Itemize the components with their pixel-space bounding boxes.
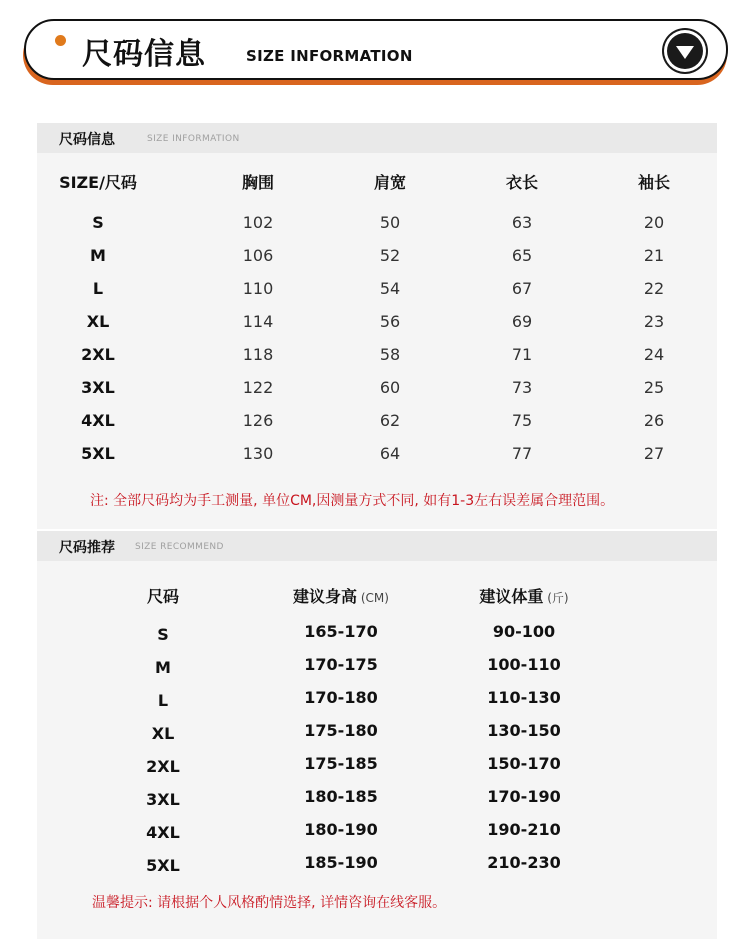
measurement-value: 106 <box>242 246 274 265</box>
size-label: L <box>157 691 169 710</box>
measurement-value: 102 <box>242 213 274 232</box>
expand-button[interactable] <box>667 33 703 69</box>
measurement-value: 56 <box>379 312 401 331</box>
recommend-value: 100-110 <box>487 655 561 674</box>
size-label: M <box>90 246 106 265</box>
measurement-value: 58 <box>379 345 401 364</box>
recommend-header <box>293 584 389 607</box>
measurement-value: 54 <box>379 279 401 298</box>
section-title: 尺码信息 <box>59 132 115 148</box>
section-title: 尺码推荐 <box>59 540 115 556</box>
size-info-header: 衣长 <box>505 173 539 192</box>
recommend-value: 190-210 <box>487 820 561 839</box>
size-label: L <box>92 279 104 298</box>
recommend-header <box>479 584 568 607</box>
banner-pill <box>24 19 728 80</box>
size-info-header: SIZE/尺码 <box>59 173 137 192</box>
recommend-value: 175-180 <box>304 721 378 740</box>
size-info-header: 袖长 <box>637 173 671 192</box>
recommend-value: 170-190 <box>487 787 561 806</box>
recommend-value: 165-170 <box>304 622 378 641</box>
measurement-value: 52 <box>379 246 401 265</box>
recommend-value: 110-130 <box>487 688 561 707</box>
size-label: XL <box>151 724 175 743</box>
size-label: 5XL <box>146 856 180 875</box>
measurement-value: 73 <box>511 378 533 397</box>
size-label: S <box>92 213 104 232</box>
measurement-value: 22 <box>643 279 665 298</box>
recommend-value: 150-170 <box>487 754 561 773</box>
size-label: 5XL <box>81 444 115 463</box>
measurement-value: 24 <box>643 345 665 364</box>
recommend-header-label: 建议身高 <box>293 587 358 606</box>
measurement-value: 50 <box>379 213 401 232</box>
size-label: 3XL <box>146 790 180 809</box>
measurement-value: 64 <box>379 444 401 463</box>
recommend-value: 170-175 <box>304 655 378 674</box>
size-label: 2XL <box>146 757 180 776</box>
recommend-value: 180-185 <box>304 787 378 806</box>
unit-label: (斤) <box>543 591 569 605</box>
recommend-value: 180-190 <box>304 820 378 839</box>
size-label: 4XL <box>146 823 180 842</box>
measurement-value: 62 <box>379 411 401 430</box>
measurement-value: 60 <box>379 378 401 397</box>
measurement-value: 71 <box>511 345 533 364</box>
measurement-value: 130 <box>242 444 274 463</box>
banner-subtitle: SIZE INFORMATION <box>246 47 413 65</box>
measurement-value: 23 <box>643 312 665 331</box>
measurement-value: 26 <box>643 411 665 430</box>
measurement-value: 69 <box>511 312 533 331</box>
unit-label: (CM) <box>357 591 389 605</box>
size-label: 4XL <box>81 411 115 430</box>
section-subtitle: SIZE RECOMMEND <box>135 542 224 552</box>
banner-title: 尺码信息 <box>82 37 206 72</box>
recommend-value: 185-190 <box>304 853 378 872</box>
chevron-down-icon <box>667 33 703 69</box>
recommend-value: 130-150 <box>487 721 561 740</box>
measurement-value: 114 <box>242 312 274 331</box>
measurement-value: 25 <box>643 378 665 397</box>
size-label: 2XL <box>81 345 115 364</box>
recommend-header-label: 尺码 <box>146 587 180 606</box>
size-recommend-panel <box>37 531 717 939</box>
measurement-value: 21 <box>643 246 665 265</box>
section-subtitle: SIZE INFORMATION <box>147 134 240 144</box>
measurement-value: 27 <box>643 444 665 463</box>
size-label: S <box>157 625 169 644</box>
size-info-panel <box>37 123 717 529</box>
measurement-value: 63 <box>511 213 533 232</box>
recommend-header-label: 建议体重 <box>479 587 544 606</box>
size-info-header: 肩宽 <box>373 173 407 192</box>
section-header <box>37 531 717 561</box>
measurement-value: 75 <box>511 411 533 430</box>
measurement-value: 65 <box>511 246 533 265</box>
size-label: M <box>155 658 171 677</box>
measurement-value: 122 <box>242 378 274 397</box>
measurement-note: 注: 全部尺码均为手工测量, 单位CM,因测量方式不同, 如有1-3左右误差属合理范围。 <box>90 493 615 509</box>
size-label: XL <box>86 312 110 331</box>
bullet-dot <box>55 35 66 46</box>
recommend-value: 90-100 <box>492 622 556 641</box>
size-info-header: 胸围 <box>241 173 275 192</box>
measurement-value: 126 <box>242 411 274 430</box>
measurement-value: 118 <box>242 345 274 364</box>
header-banner <box>23 18 730 86</box>
recommend-value: 170-180 <box>304 688 378 707</box>
recommend-value: 210-230 <box>487 853 561 872</box>
tip-note: 温馨提示: 请根据个人风格酌情选择, 详情咨询在线客服。 <box>92 895 447 911</box>
measurement-value: 77 <box>511 444 533 463</box>
size-label: 3XL <box>81 378 115 397</box>
section-header <box>37 123 717 153</box>
measurement-value: 110 <box>242 279 274 298</box>
recommend-header <box>147 584 179 607</box>
measurement-value: 67 <box>511 279 533 298</box>
measurement-value: 20 <box>643 213 665 232</box>
recommend-value: 175-185 <box>304 754 378 773</box>
